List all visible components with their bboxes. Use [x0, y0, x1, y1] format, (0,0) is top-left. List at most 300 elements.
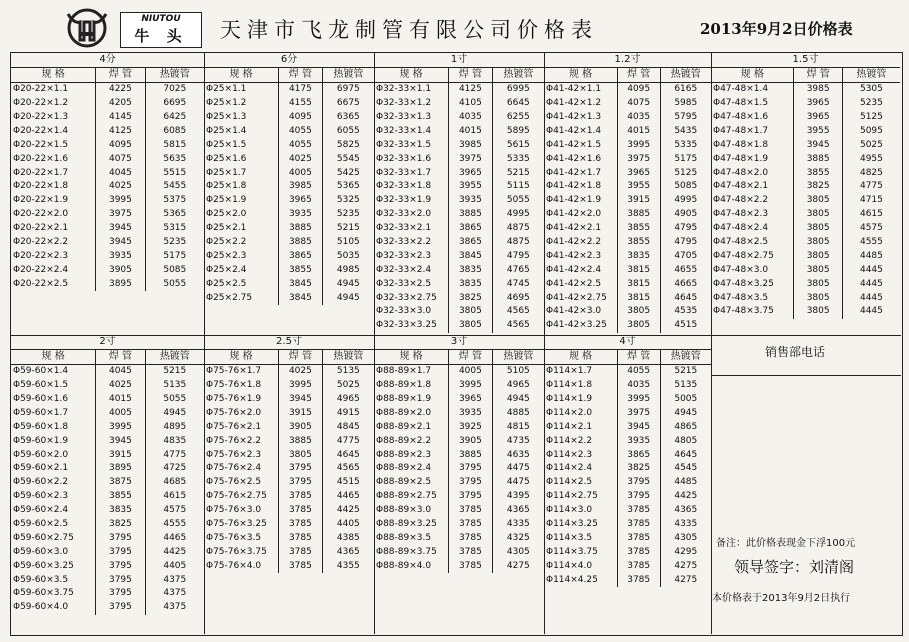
table-row	[374, 393, 544, 407]
table-row	[11, 420, 204, 434]
cell-welded: 3935	[449, 194, 493, 208]
cell-galv: 4515	[336, 477, 360, 488]
table-row	[204, 111, 374, 125]
cell-welded: 3975	[617, 152, 660, 166]
cell-galv: 4335	[674, 519, 698, 530]
cell-welded: 3915	[96, 448, 145, 462]
cell-galv: 4555	[163, 519, 187, 530]
cell-welded: 3855	[96, 490, 145, 504]
cell-welded: 3795	[449, 462, 493, 476]
cell-welded: 3825	[96, 518, 145, 532]
cell-spec: Φ75-76×2.1	[204, 420, 279, 434]
price-table	[544, 335, 711, 587]
cell-spec: Φ59-60×4.0	[11, 601, 96, 615]
cell-welded: 4155	[279, 97, 323, 111]
table-row	[711, 166, 900, 180]
cell-welded: 4095	[96, 138, 145, 152]
cell-galv: 4875	[506, 237, 530, 248]
cell-welded: 3805	[794, 236, 842, 250]
cell-welded: 3785	[279, 518, 323, 532]
cell-welded: 3785	[449, 518, 493, 532]
cell-spec: Φ25×2.3	[204, 249, 279, 263]
price-table	[204, 53, 374, 305]
cell-spec: Φ114×1.9	[544, 393, 617, 407]
column-header-spec: 规 格	[374, 67, 449, 82]
company-title: 天津市飞龙制管有限公司价格表	[220, 18, 598, 42]
cell-galv: 4705	[674, 250, 698, 261]
cell-galv: 4735	[506, 435, 530, 446]
cell-spec: Φ47-48×2.0	[711, 166, 794, 180]
cell-spec: Φ75-76×2.0	[204, 406, 279, 420]
cell-welded: 3945	[617, 420, 660, 434]
cell-welded: 3935	[279, 208, 323, 222]
cell-welded: 3795	[449, 476, 493, 490]
size-header: 4寸	[544, 335, 711, 349]
cell-galv: 4365	[506, 505, 530, 516]
table-row	[374, 531, 544, 545]
cell-welded: 3885	[617, 208, 660, 222]
column-header-galv: 热镀管	[492, 349, 544, 364]
table-row	[204, 208, 374, 222]
cell-galv: 6055	[336, 125, 360, 136]
cell-spec: Φ59-60×3.25	[11, 559, 96, 573]
cell-galv: 5215	[674, 366, 698, 377]
cell-spec: Φ41-42×1.1	[544, 82, 617, 96]
cell-galv: 5325	[336, 195, 360, 206]
table-row	[544, 97, 711, 111]
cell-spec: Φ47-48×2.75	[711, 249, 794, 263]
table-row	[204, 249, 374, 263]
table-row	[711, 152, 900, 166]
cell-galv: 4945	[506, 394, 530, 404]
cell-galv: 6695	[163, 98, 187, 109]
price-table	[374, 335, 544, 573]
table-row	[204, 518, 374, 532]
cell-galv: 5095	[859, 125, 883, 136]
cell-welded: 4015	[96, 393, 145, 407]
table-row	[711, 305, 900, 319]
cell-welded: 3855	[279, 263, 323, 277]
cell-welded: 3955	[794, 124, 842, 138]
size-header: 2寸	[11, 335, 204, 349]
cell-galv: 5375	[163, 195, 187, 206]
column-header-spec: 规 格	[374, 349, 449, 364]
column-header-welded: 焊 管	[617, 349, 660, 364]
cell-spec: Φ41-42×3.25	[544, 319, 617, 333]
cell-spec: Φ32-33×1.3	[374, 111, 449, 125]
cell-galv: 5105	[506, 366, 530, 377]
cell-galv: 4445	[859, 278, 883, 289]
table-row	[11, 263, 204, 277]
cell-spec: Φ114×1.8	[544, 379, 617, 393]
cell-galv: 4845	[336, 421, 360, 432]
table-row	[544, 166, 711, 180]
note-text: 备注：此价格表现金下浮100元	[716, 538, 856, 549]
cell-welded: 3885	[794, 152, 842, 166]
table-row	[11, 180, 204, 194]
cell-spec: Φ47-48×3.75	[711, 305, 794, 319]
table-row	[711, 249, 900, 263]
table-row	[374, 490, 544, 504]
column-header-galv: 热镀管	[842, 67, 900, 82]
cell-galv: 4645	[674, 292, 698, 303]
cell-welded: 3795	[96, 531, 145, 545]
cell-galv: 4795	[674, 223, 698, 234]
cell-spec: Φ114×2.4	[544, 462, 617, 476]
table-row	[204, 152, 374, 166]
cell-spec: Φ114×1.7	[544, 364, 617, 378]
cell-spec: Φ25×1.6	[204, 152, 279, 166]
cell-welded: 3965	[449, 166, 493, 180]
cell-welded: 3945	[96, 222, 145, 236]
cell-spec: Φ75-76×3.5	[204, 531, 279, 545]
cell-welded: 3895	[96, 277, 145, 291]
table-row	[204, 82, 374, 96]
cell-galv: 5175	[674, 153, 698, 164]
column-divider	[711, 53, 712, 335]
table-row	[544, 573, 711, 587]
cell-galv: 4615	[859, 209, 883, 220]
cell-spec: Φ88-89×3.0	[374, 504, 449, 518]
table-row	[11, 236, 204, 250]
column-header-welded: 焊 管	[279, 67, 323, 82]
cell-spec: Φ25×2.2	[204, 236, 279, 250]
column-header-spec: 规 格	[544, 349, 617, 364]
size-header: 1.2寸	[544, 53, 711, 67]
cell-galv: 4565	[336, 463, 360, 474]
table-row	[374, 305, 544, 319]
cell-galv: 4905	[674, 209, 698, 220]
table-row	[374, 124, 544, 138]
cell-galv: 4445	[859, 292, 883, 303]
column-header-welded: 焊 管	[617, 67, 660, 82]
table-row	[204, 379, 374, 393]
table-row	[204, 448, 374, 462]
cell-spec: Φ41-42×2.5	[544, 277, 617, 291]
cell-spec: Φ75-76×4.0	[204, 559, 279, 573]
cell-spec: Φ47-48×2.1	[711, 180, 794, 194]
cell-galv: 5085	[163, 264, 187, 275]
table-row	[544, 249, 711, 263]
cell-welded: 3945	[96, 434, 145, 448]
cell-galv: 6675	[336, 98, 360, 109]
table-row	[11, 97, 204, 111]
cell-spec: Φ75-76×2.2	[204, 434, 279, 448]
cell-welded: 3795	[617, 476, 660, 490]
table-row	[204, 364, 374, 378]
cell-galv: 4475	[506, 477, 530, 488]
cell-spec: Φ32-33×3.25	[374, 319, 449, 333]
cell-galv: 4875	[506, 223, 530, 234]
table-row	[11, 573, 204, 587]
cell-galv: 5085	[674, 181, 698, 192]
cell-spec: Φ25×2.5	[204, 277, 279, 291]
table-row	[374, 504, 544, 518]
cell-welded: 4025	[279, 152, 323, 166]
cell-welded: 3925	[449, 420, 493, 434]
column-header-galv: 热镀管	[145, 67, 204, 82]
cell-galv: 5025	[859, 139, 883, 150]
table-row	[544, 364, 711, 378]
price-table	[374, 53, 544, 333]
cell-galv: 5105	[336, 237, 360, 248]
cell-welded: 4225	[96, 82, 145, 96]
cell-galv: 4825	[859, 167, 883, 178]
cell-galv: 5615	[506, 139, 530, 150]
cell-welded: 3865	[449, 222, 493, 236]
table-row	[374, 166, 544, 180]
cell-spec: Φ32-33×1.2	[374, 97, 449, 111]
cell-spec: Φ41-42×2.0	[544, 208, 617, 222]
cell-spec: Φ25×1.5	[204, 138, 279, 152]
cell-welded: 3955	[449, 180, 493, 194]
cell-welded: 4125	[449, 82, 493, 96]
cell-galv: 5315	[163, 223, 187, 234]
cell-galv: 6975	[336, 84, 360, 95]
cell-galv: 5435	[674, 125, 698, 136]
cell-spec: Φ20-22×2.4	[11, 263, 96, 277]
column-header-spec: 规 格	[544, 67, 617, 82]
table-row	[374, 420, 544, 434]
cell-spec: Φ88-89×4.0	[374, 559, 449, 573]
cell-galv: 4275	[674, 574, 698, 585]
cell-spec: Φ59-60×1.5	[11, 379, 96, 393]
cell-galv: 4655	[674, 264, 698, 275]
cell-spec: Φ25×1.4	[204, 124, 279, 138]
cell-galv: 5545	[336, 153, 360, 164]
cell-spec: Φ32-33×2.4	[374, 263, 449, 277]
cell-spec: Φ32-33×1.8	[374, 180, 449, 194]
size-header: 3寸	[374, 335, 544, 349]
price-table	[11, 53, 204, 291]
cell-spec: Φ20-22×1.9	[11, 194, 96, 208]
cell-galv: 4865	[674, 421, 698, 432]
table-row	[544, 545, 711, 559]
cell-spec: Φ41-42×2.4	[544, 263, 617, 277]
cell-spec: Φ88-89×2.3	[374, 448, 449, 462]
cell-galv: 4885	[506, 407, 530, 418]
table-row	[544, 208, 711, 222]
table-row	[711, 291, 900, 305]
cell-spec: Φ59-60×2.2	[11, 476, 96, 490]
cell-galv: 4795	[674, 237, 698, 248]
cell-galv: 6165	[674, 84, 698, 95]
cell-spec: Φ25×1.3	[204, 111, 279, 125]
cell-welded: 3785	[449, 531, 493, 545]
cell-galv: 6255	[506, 112, 530, 122]
table-row	[11, 82, 204, 96]
table-row	[374, 518, 544, 532]
cell-galv: 4745	[506, 278, 530, 289]
cell-spec: Φ47-48×1.8	[711, 138, 794, 152]
table-row	[11, 379, 204, 393]
cell-galv: 4995	[506, 209, 530, 220]
cell-welded: 3845	[279, 277, 323, 291]
table-row	[544, 291, 711, 305]
cell-spec: Φ88-89×2.1	[374, 420, 449, 434]
cell-spec: Φ47-48×1.7	[711, 124, 794, 138]
table-row	[11, 545, 204, 559]
cell-galv: 4445	[859, 306, 883, 317]
table-row	[374, 208, 544, 222]
price-table	[711, 53, 900, 319]
cell-welded: 3945	[96, 236, 145, 250]
column-header-galv: 热镀管	[492, 67, 544, 82]
column-header-welded: 焊 管	[794, 67, 842, 82]
cell-spec: Φ114×2.3	[544, 448, 617, 462]
cell-galv: 4305	[674, 532, 698, 543]
cell-galv: 4615	[163, 491, 187, 502]
cell-welded: 3805	[794, 277, 842, 291]
cell-welded: 3985	[449, 138, 493, 152]
cell-galv: 4895	[163, 421, 187, 432]
price-table	[11, 335, 204, 615]
cell-welded: 3785	[279, 504, 323, 518]
cell-welded: 3855	[794, 166, 842, 180]
cell-galv: 4485	[674, 477, 698, 488]
table-row	[374, 236, 544, 250]
cell-welded: 3995	[617, 138, 660, 152]
table-row	[204, 166, 374, 180]
cell-spec: Φ114×2.1	[544, 420, 617, 434]
cell-spec: Φ47-48×1.5	[711, 97, 794, 111]
table-row	[374, 222, 544, 236]
table-row	[374, 448, 544, 462]
cell-spec: Φ41-42×2.2	[544, 236, 617, 250]
cell-welded: 4005	[96, 406, 145, 420]
cell-welded: 3785	[449, 559, 493, 573]
cell-spec: Φ88-89×2.4	[374, 462, 449, 476]
cell-galv: 5235	[336, 209, 360, 220]
table-row	[544, 462, 711, 476]
table-row	[544, 82, 711, 96]
cell-welded: 3785	[617, 559, 660, 573]
cell-spec: Φ41-42×2.75	[544, 291, 617, 305]
cell-galv: 5135	[674, 380, 698, 391]
table-row	[544, 379, 711, 393]
cell-galv: 5815	[163, 139, 187, 150]
table-row	[544, 518, 711, 532]
cell-spec: Φ114×4.0	[544, 559, 617, 573]
cell-welded: 3785	[617, 531, 660, 545]
cell-spec: Φ88-89×2.0	[374, 406, 449, 420]
cell-galv: 4715	[859, 195, 883, 206]
column-header-welded: 焊 管	[279, 349, 323, 364]
cell-spec: Φ88-89×1.8	[374, 379, 449, 393]
cell-galv: 4445	[859, 264, 883, 275]
cell-spec: Φ59-60×2.0	[11, 448, 96, 462]
table-row	[204, 180, 374, 194]
table-row	[374, 291, 544, 305]
cell-galv: 4945	[163, 407, 187, 418]
table-row	[711, 111, 900, 125]
cell-spec: Φ59-60×1.8	[11, 420, 96, 434]
cell-welded: 3795	[96, 601, 145, 615]
table-row	[11, 249, 204, 263]
table-row	[544, 138, 711, 152]
table-row	[11, 124, 204, 138]
cell-galv: 4775	[336, 435, 360, 446]
date-title: 2013年9月2日价格表	[700, 20, 853, 38]
cell-spec: Φ75-76×3.75	[204, 545, 279, 559]
cell-spec: Φ114×3.5	[544, 531, 617, 545]
cell-galv: 4565	[506, 306, 530, 317]
cell-spec: Φ47-48×3.25	[711, 277, 794, 291]
cell-spec: Φ41-42×2.3	[544, 249, 617, 263]
cell-spec: Φ88-89×3.25	[374, 518, 449, 532]
table-row	[374, 82, 544, 96]
cell-spec: Φ25×2.1	[204, 222, 279, 236]
cell-welded: 3835	[449, 277, 493, 291]
cell-spec: Φ75-76×1.8	[204, 379, 279, 393]
table-row	[544, 124, 711, 138]
table-row	[204, 434, 374, 448]
table-row	[204, 124, 374, 138]
table-row	[544, 434, 711, 448]
cell-welded: 3815	[617, 263, 660, 277]
cell-spec: Φ114×2.5	[544, 476, 617, 490]
cell-welded: 3995	[96, 194, 145, 208]
cell-spec: Φ25×2.4	[204, 263, 279, 277]
cell-welded: 3975	[617, 406, 660, 420]
cell-welded: 3785	[617, 545, 660, 559]
cell-galv: 4395	[506, 491, 530, 502]
cell-galv: 4795	[506, 250, 530, 261]
price-table	[544, 53, 711, 333]
table-row	[11, 587, 204, 601]
sales-phone-label: 销售部电话	[765, 345, 826, 359]
cell-spec: Φ20-22×1.2	[11, 97, 96, 111]
cell-spec: Φ25×1.1	[204, 82, 279, 96]
table-row	[374, 180, 544, 194]
cell-welded: 3805	[617, 305, 660, 319]
sign-label-text: 领导签字：	[734, 558, 810, 576]
column-divider	[544, 53, 545, 335]
cell-welded: 3865	[449, 236, 493, 250]
cell-welded: 4035	[449, 111, 493, 125]
cell-welded: 3805	[617, 319, 660, 333]
cell-galv: 5985	[674, 98, 698, 109]
cell-galv: 4965	[506, 380, 530, 391]
cell-galv: 4685	[163, 477, 187, 488]
table-row	[11, 476, 204, 490]
cell-welded: 3795	[96, 573, 145, 587]
cell-welded: 3795	[617, 490, 660, 504]
cell-galv: 4365	[674, 505, 698, 516]
cell-welded: 4125	[96, 124, 145, 138]
cell-welded: 3965	[449, 393, 493, 407]
cell-spec: Φ41-42×1.7	[544, 166, 617, 180]
cell-welded: 3975	[96, 208, 145, 222]
cell-welded: 3885	[449, 208, 493, 222]
cell-spec: Φ59-60×1.9	[11, 434, 96, 448]
table-row	[204, 504, 374, 518]
cell-spec: Φ32-33×1.9	[374, 194, 449, 208]
cell-galv: 5055	[506, 195, 530, 206]
table-row	[544, 393, 711, 407]
cell-welded: 4205	[96, 97, 145, 111]
table-row	[544, 448, 711, 462]
cell-spec: Φ59-60×3.5	[11, 573, 96, 587]
column-header-galv: 热镀管	[660, 67, 711, 82]
cell-galv: 5335	[506, 153, 530, 164]
cell-galv: 4275	[674, 560, 698, 571]
middle-divider	[10, 335, 901, 336]
cell-galv: 4575	[859, 223, 883, 234]
cell-spec: Φ25×1.8	[204, 180, 279, 194]
cell-spec: Φ47-48×2.5	[711, 236, 794, 250]
column-header-spec: 规 格	[11, 67, 96, 82]
